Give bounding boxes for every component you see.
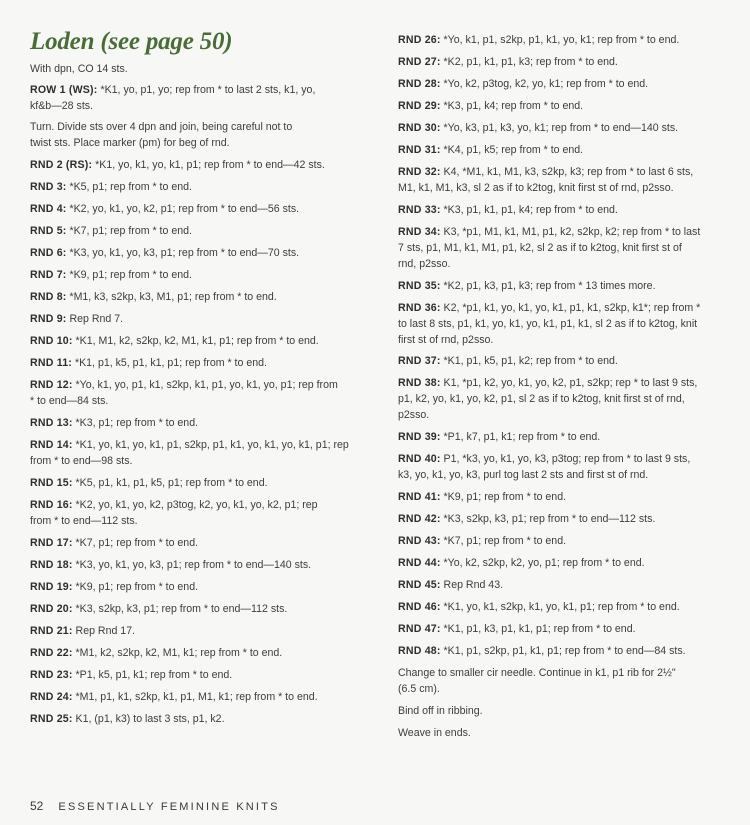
instruction-body: *K5, p1; rep from * to end. [66, 181, 192, 193]
instruction-body: *P1, k7, p1, k1; rep from * to end. [440, 431, 601, 443]
round-instruction [398, 533, 566, 549]
round-instruction [398, 98, 583, 114]
round-label: RND 32: [398, 166, 441, 178]
round-label: RND 38: [398, 377, 441, 389]
instruction-text [398, 256, 450, 272]
round-instruction [398, 164, 693, 180]
instruction-body: *M1, p1, k1, s2kp, k1, p1, M1, k1; rep from * to end. [72, 691, 318, 703]
round-instruction [30, 711, 225, 727]
round-instruction [398, 54, 618, 70]
round-label: RND 19: [30, 581, 73, 593]
instruction-text [398, 316, 697, 332]
round-instruction [30, 475, 268, 491]
instruction-body: Rep Rnd 43. [440, 579, 504, 591]
round-label: RND 5: [30, 225, 67, 237]
instruction-body: *K1, p1, k5, p1, k2; rep from * to end. [440, 355, 618, 367]
round-label: RND 15: [30, 477, 73, 489]
round-label: RND 21: [30, 625, 73, 637]
round-instruction [30, 333, 319, 349]
round-label: RND 31: [398, 144, 441, 156]
instruction-body: *K9, p1; rep from * to end. [66, 269, 192, 281]
round-instruction [398, 577, 503, 593]
instruction-text [30, 98, 93, 114]
round-label: RND 42: [398, 513, 441, 525]
round-instruction [398, 429, 600, 445]
round-label: RND 22: [30, 647, 73, 659]
round-instruction [398, 643, 686, 659]
round-label: RND 48: [398, 645, 441, 657]
instruction-body: rnd, p2sso. [398, 258, 451, 270]
instruction-body: to last 8 sts, p1, k1, yo, k1, yo, k1, p1, k1, sl 2 as if to k2tog, knit [398, 318, 698, 330]
round-label: RND 12: [30, 379, 73, 391]
instruction-body: M1, k1, M1, k3, sl 2 as if to k2tog, knit first st of rnd, p2sso. [398, 182, 674, 194]
round-label: RND 11: [30, 357, 73, 369]
instruction-body: *Yo, k2, p3tog, k2, yo, k1; rep from * to end. [440, 78, 649, 90]
instruction-text [398, 332, 493, 348]
round-instruction [30, 179, 192, 195]
round-label: RND 25: [30, 713, 73, 725]
round-instruction [30, 311, 123, 327]
round-label: RND 46: [398, 601, 441, 613]
round-label: RND 9: [30, 313, 67, 325]
instruction-body: *K3, p1, k1, p1, k4; rep from * to end. [440, 204, 618, 216]
round-instruction [398, 599, 680, 615]
instruction-body: *Yo, k3, p1, k3, yo, k1; rep from * to end—140 sts. [440, 122, 679, 134]
instruction-body: *M1, k2, s2kp, k2, M1, k1; rep from * to end. [72, 647, 283, 659]
round-label: RND 10: [30, 335, 73, 347]
instruction-text [30, 393, 108, 409]
round-label: RND 7: [30, 269, 67, 281]
instruction-body: Weave in ends. [398, 727, 471, 739]
instruction-text [398, 467, 648, 483]
round-label: RND 23: [30, 669, 73, 681]
round-label: RND 20: [30, 603, 73, 615]
instruction-body: *K3, p1, k4; rep from * to end. [440, 100, 584, 112]
instruction-text [30, 513, 138, 529]
instruction-body: *K9, p1; rep from * to end. [440, 491, 567, 503]
instruction-body: *K3, s2kp, k3, p1; rep from * to end—112 sts. [72, 603, 288, 615]
round-instruction [398, 621, 636, 637]
round-instruction [398, 353, 618, 369]
instruction-body: Turn. Divide sts over 4 dpn and join, being careful not to [30, 121, 293, 133]
round-label: RND 2 (RS): [30, 159, 93, 171]
instruction-body: *K3, s2kp, k3, p1; rep from * to end—112 sts. [440, 513, 656, 525]
instruction-body: Change to smaller cir needle. Continue in k1, p1 rib for 2½" [398, 667, 676, 679]
instruction-body: from * to end—98 sts. [30, 455, 133, 467]
instruction-body: K1, (p1, k3) to last 3 sts, p1, k2. [72, 713, 225, 725]
round-instruction [30, 667, 232, 683]
round-label: RND 40: [398, 453, 441, 465]
round-instruction [30, 223, 192, 239]
round-label: RND 34: [398, 226, 441, 238]
instruction-body: from * to end—112 sts. [30, 515, 138, 527]
round-label: RND 3: [30, 181, 67, 193]
page-number: 52 [30, 799, 44, 813]
round-label: RND 24: [30, 691, 73, 703]
instruction-body: *P1, k5, p1, k1; rep from * to end. [72, 669, 233, 681]
round-label: RND 18: [30, 559, 73, 571]
round-instruction [30, 601, 287, 617]
round-label: RND 30: [398, 122, 441, 134]
book-title: ESSENTIALLY FEMININE KNITS [58, 801, 280, 813]
instruction-text [398, 391, 685, 407]
round-instruction [30, 355, 267, 371]
instruction-body: K4, *M1, k1, M1, k3, s2kp, k3; rep from * to last 6 sts, [440, 166, 694, 178]
instruction-body: first st of rnd, p2sso. [398, 334, 494, 346]
round-instruction [30, 201, 299, 217]
round-label: RND 4: [30, 203, 67, 215]
round-instruction [398, 224, 700, 240]
round-label: RND 37: [398, 355, 441, 367]
page-footer [30, 799, 280, 813]
round-label: RND 39: [398, 431, 441, 443]
round-label: RND 35: [398, 280, 441, 292]
round-label: RND 6: [30, 247, 67, 259]
round-label: RND 27: [398, 56, 441, 68]
round-label: RND 45: [398, 579, 441, 591]
round-instruction [30, 82, 315, 98]
instruction-text [398, 703, 483, 719]
round-label: RND 26: [398, 34, 441, 46]
instruction-body: *Yo, k1, p1, s2kp, p1, k1, yo, k1; rep from * to end. [440, 34, 680, 46]
instruction-body: *K1, p1, s2kp, p1, k1, p1; rep from * to end—84 sts. [440, 645, 686, 657]
instruction-body: P1, *k3, yo, k1, yo, k3, p3tog; rep from * to last 9 sts, [440, 453, 691, 465]
instruction-body: *K7, p1; rep from * to end. [72, 537, 199, 549]
instruction-body: *K1, yo, k1, s2kp, k1, yo, k1, p1; rep from * to end. [440, 601, 680, 613]
instruction-body: 7 sts, p1, M1, k1, M1, p1, k2, sl 2 as if to k2tog, knit first st of [398, 242, 682, 254]
instruction-body: *K9, p1; rep from * to end. [72, 581, 199, 593]
round-instruction [30, 579, 198, 595]
instruction-body: *Yo, k2, s2kp, k2, yo, p1; rep from * to end. [440, 557, 645, 569]
instruction-body: *K1, yo, p1, yo; rep from * to last 2 sts, k1, yo, [97, 84, 316, 96]
round-instruction [398, 278, 656, 294]
round-label: RND 13: [30, 417, 73, 429]
round-label: RND 33: [398, 204, 441, 216]
instruction-body: *K3, yo, k1, yo, k3, p1; rep from * to end—70 sts. [66, 247, 300, 259]
instruction-body: *K7, p1; rep from * to end. [66, 225, 192, 237]
round-instruction [30, 645, 282, 661]
round-label: ROW 1 (WS): [30, 84, 98, 96]
instruction-body: *K2, p1, k3, p1, k3; rep from * 13 times more. [440, 280, 656, 292]
round-label: RND 14: [30, 439, 73, 451]
round-instruction [30, 437, 349, 453]
instruction-body: *K4, p1, k5; rep from * to end. [440, 144, 584, 156]
instruction-body: *K2, yo, k1, yo, k2, p3tog, k2, yo, k1, yo, k2, p1; rep [72, 499, 318, 511]
round-instruction [30, 377, 338, 393]
round-instruction [398, 451, 690, 467]
instruction-text [398, 180, 674, 196]
instruction-body: twist sts. Place marker (pm) for beg of rnd. [30, 137, 230, 149]
instruction-body: k3, yo, k1, yo, k3, purl tog last 2 sts and first st of rnd. [398, 469, 649, 481]
instruction-text [398, 681, 440, 697]
instruction-body: Rep Rnd 7. [66, 313, 124, 325]
instruction-body: With dpn, CO 14 sts. [30, 63, 128, 75]
instruction-body: *K1, p1, k3, p1, k1, p1; rep from * to end. [440, 623, 636, 635]
round-instruction [398, 142, 583, 158]
round-instruction [398, 202, 618, 218]
round-label: RND 8: [30, 291, 67, 303]
round-instruction [30, 267, 192, 283]
instruction-body: *K2, p1, k1, p1, k3; rep from * to end. [440, 56, 618, 68]
instruction-text [30, 135, 230, 151]
round-instruction [398, 555, 645, 571]
pattern-title: Loden (see page 50) [30, 28, 233, 55]
round-instruction [398, 511, 655, 527]
instruction-body: *K1, yo, k1, yo, k1, p1; rep from * to end—42 sts. [92, 159, 325, 171]
instruction-body: *K3, yo, k1, yo, k3, p1; rep from * to end—140 sts. [72, 559, 312, 571]
round-label: RND 43: [398, 535, 441, 547]
round-instruction [30, 535, 198, 551]
round-instruction [30, 157, 325, 173]
round-instruction [398, 375, 697, 391]
round-label: RND 41: [398, 491, 441, 503]
instruction-body: *M1, k3, s2kp, k3, M1, p1; rep from * to end. [66, 291, 277, 303]
instruction-body: kf&b—28 sts. [30, 100, 93, 112]
instruction-body: *K1, p1, k5, p1, k1, p1; rep from * to end. [72, 357, 267, 369]
round-label: RND 29: [398, 100, 441, 112]
round-instruction [398, 489, 566, 505]
round-instruction [30, 415, 198, 431]
instruction-text [30, 453, 132, 469]
instruction-text [398, 665, 676, 681]
round-instruction [398, 300, 700, 316]
round-instruction [30, 689, 318, 705]
instruction-text [30, 119, 292, 135]
instruction-body: * to end—84 sts. [30, 395, 109, 407]
round-label: RND 28: [398, 78, 441, 90]
instruction-text [398, 407, 429, 423]
round-label: RND 36: [398, 302, 441, 314]
round-instruction [30, 557, 311, 573]
instruction-body: *K1, yo, k1, yo, k1, p1, s2kp, p1, k1, yo, k1, yo, k1, p1; rep [72, 439, 349, 451]
round-instruction [398, 32, 679, 48]
instruction-body: *K5, p1, k1, p1, k5, p1; rep from * to end. [72, 477, 268, 489]
round-label: RND 17: [30, 537, 73, 549]
instruction-text [30, 61, 128, 77]
instruction-body: p1, k2, yo, k1, yo, k2, p1, sl 2 as if to k2tog, knit first st of rnd, [398, 393, 685, 405]
round-instruction [30, 245, 299, 261]
round-instruction [30, 623, 135, 639]
instruction-body: *K2, yo, k1, yo, k2, p1; rep from * to end—56 sts. [66, 203, 300, 215]
round-instruction [398, 76, 648, 92]
round-instruction [398, 120, 678, 136]
instruction-body: p2sso. [398, 409, 430, 421]
instruction-body: K3, *p1, M1, k1, M1, p1, k2, s2kp, k2; rep from * to last [440, 226, 701, 238]
round-instruction [30, 289, 277, 305]
instruction-body: Rep Rnd 17. [72, 625, 136, 637]
instruction-body: *K7, p1; rep from * to end. [440, 535, 567, 547]
instruction-text [398, 725, 471, 741]
instruction-body: K1, *p1, k2, yo, k1, yo, k2, p1, s2kp; rep * to last 9 sts, [440, 377, 698, 389]
instruction-body: *Yo, k1, yo, p1, k1, s2kp, k1, p1, yo, k1, yo, p1; rep from [72, 379, 338, 391]
instruction-body: *K1, M1, k2, s2kp, k2, M1, k1, p1; rep from * to end. [72, 335, 319, 347]
instruction-text [398, 240, 682, 256]
round-instruction [30, 497, 318, 513]
round-label: RND 47: [398, 623, 441, 635]
instruction-body: Bind off in ribbing. [398, 705, 483, 717]
round-label: RND 44: [398, 557, 441, 569]
instruction-body: *K3, p1; rep from * to end. [72, 417, 199, 429]
instruction-body: (6.5 cm). [398, 683, 440, 695]
instruction-body: K2, *p1, k1, yo, k1, yo, k1, p1, k1, s2kp, k1*; rep from * [440, 302, 701, 314]
round-label: RND 16: [30, 499, 73, 511]
